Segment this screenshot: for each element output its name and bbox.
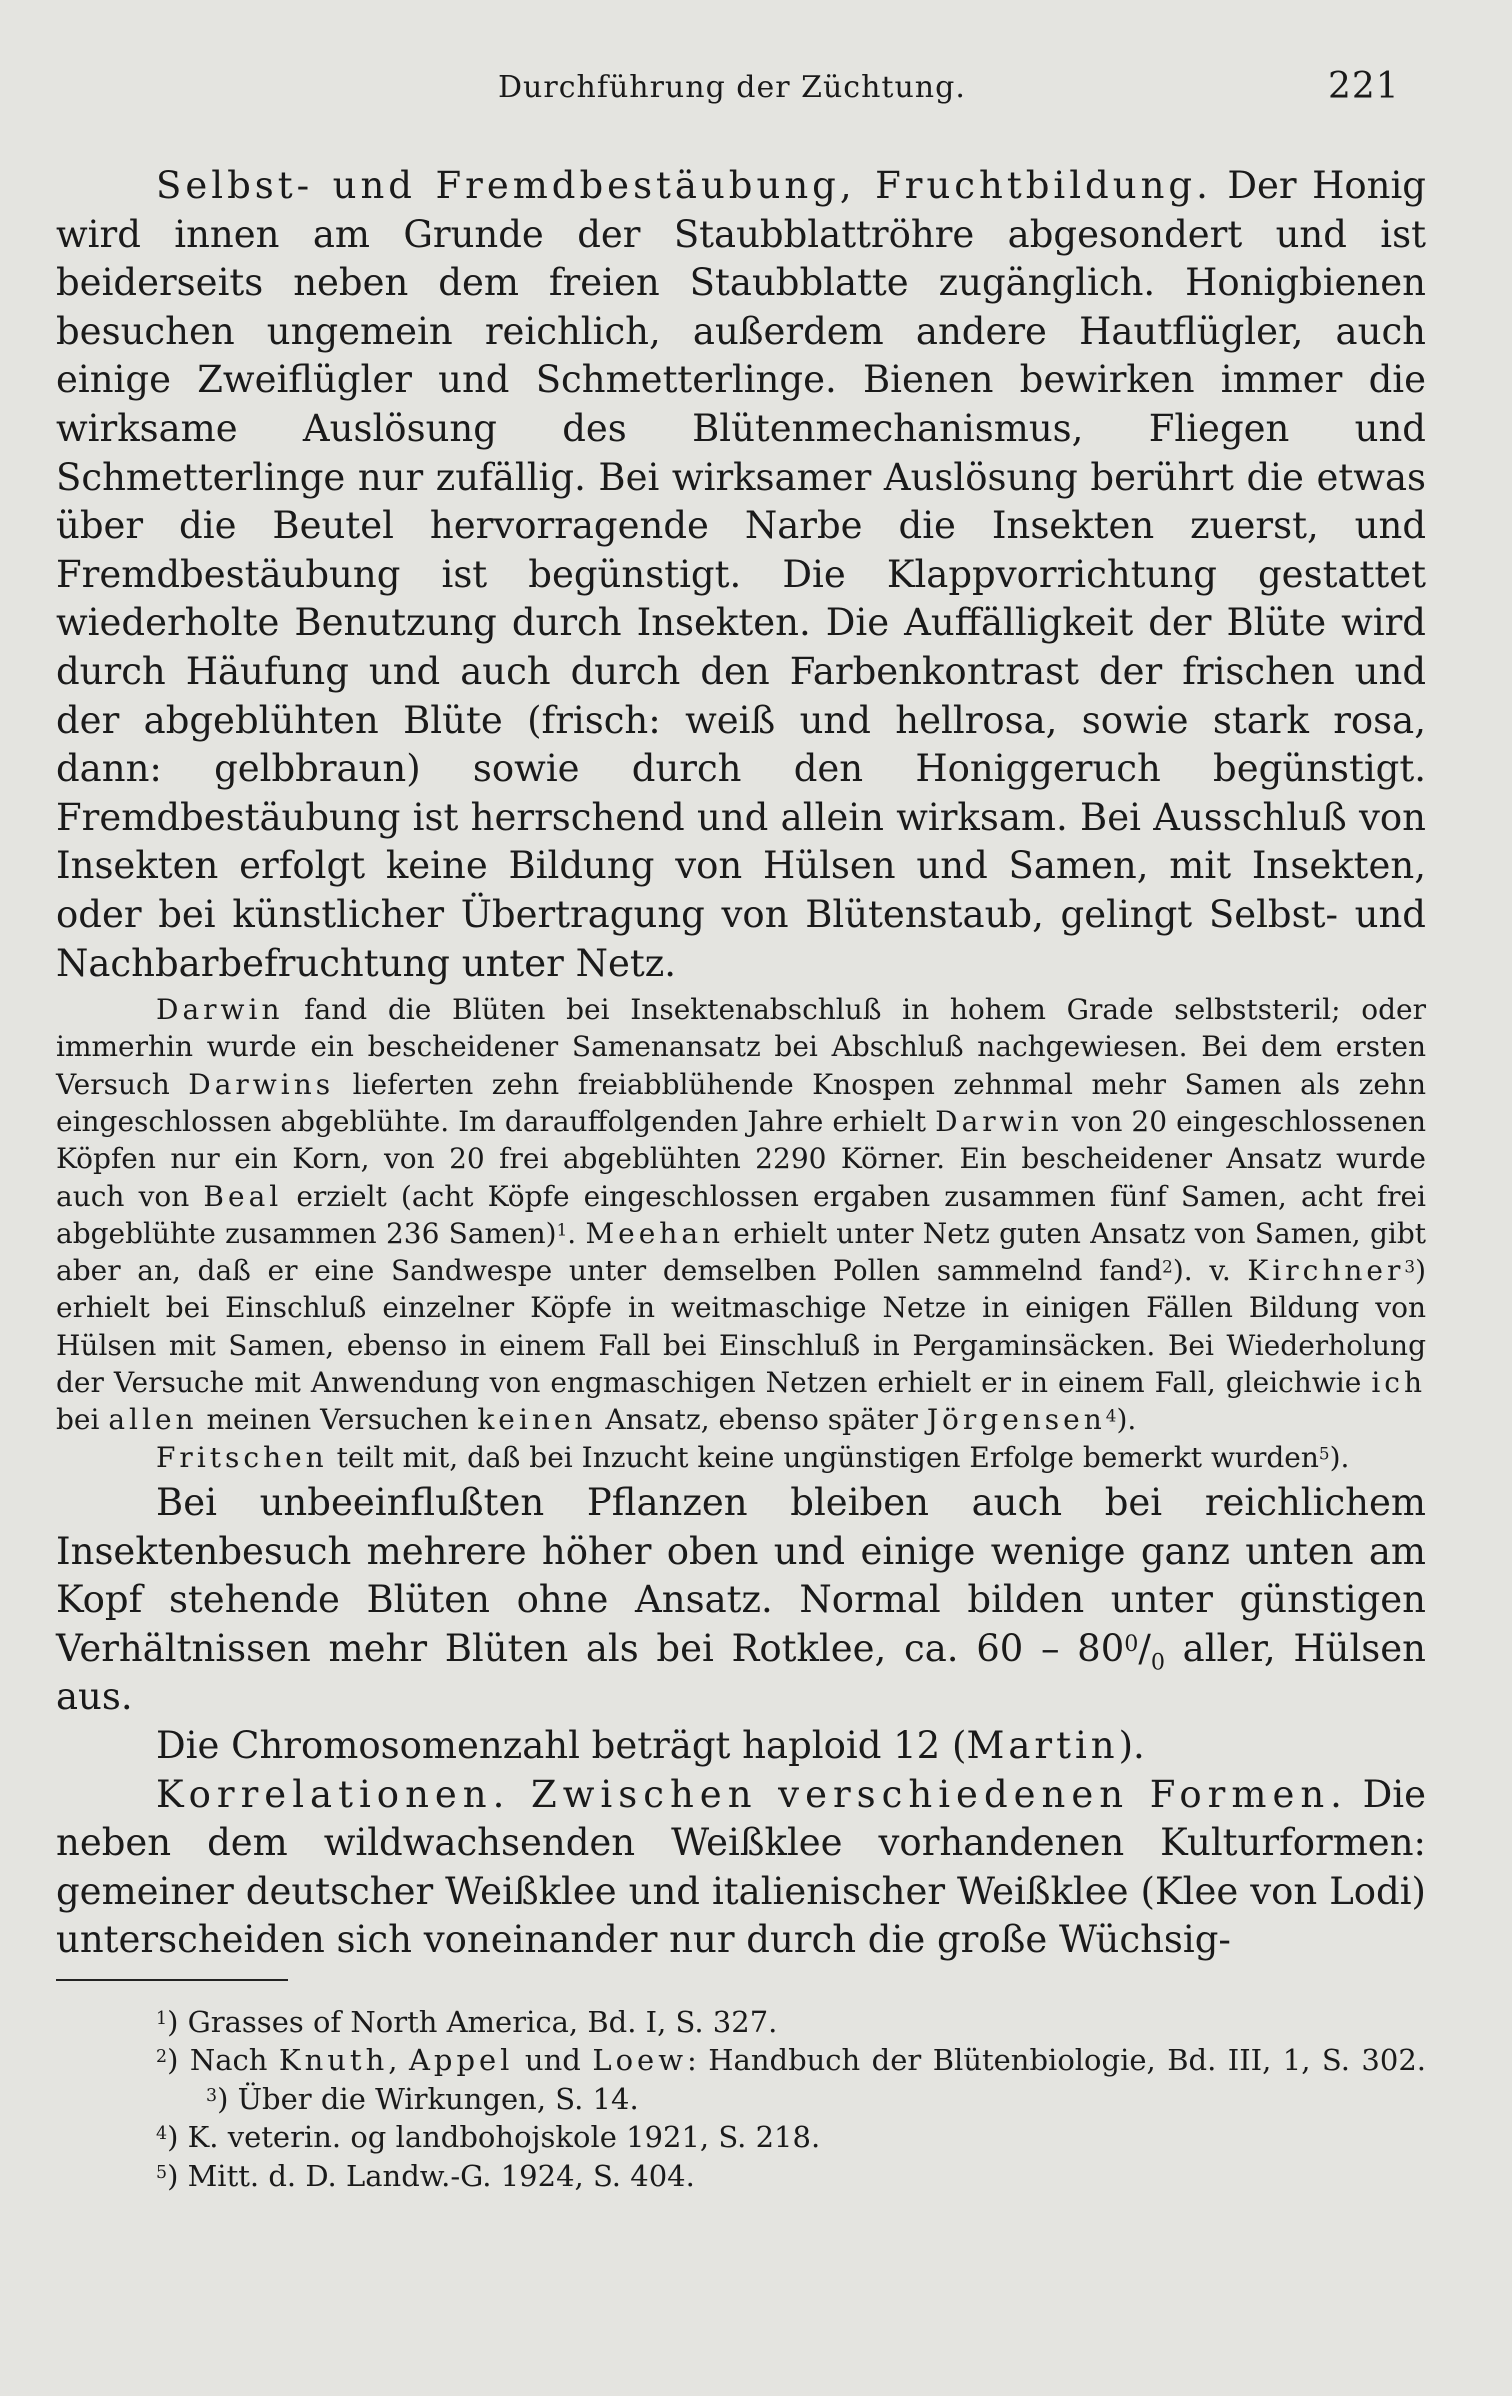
- footnote-ref: 2: [1162, 1256, 1173, 1277]
- paragraph-correlations: Korrelationen. Zwischen verschiedenen Formen. Die neben dem wildwachsenden Weißklee vorhandenen Kulturformen: gemeiner deutscher Weißklee und italienischer Weißklee (Klee von Lodi) unterscheiden sich voneinander nur durch die große Wüchsig-: [56, 1772, 1426, 1962]
- footnote-divider: [56, 1979, 288, 1981]
- footnote-5: $^5$) Mitt. d. D. Landw.-G. 1924, S. 404.: [156, 2158, 695, 2193]
- author-name: Kirchner: [1247, 1254, 1405, 1288]
- footnote-ref: 5: [1318, 1443, 1330, 1464]
- running-header: [0, 62, 1512, 114]
- paragraph-pollination: [56, 162, 1426, 988]
- author-name: Fritschen: [156, 1440, 328, 1474]
- emphasis: allen: [108, 1403, 198, 1437]
- section-heading-pollination: Selbst- und Fremdbestäubung, Fruchtbildung.: [156, 164, 1212, 207]
- author-name: Darwins: [188, 1067, 335, 1101]
- author-name: Beal: [203, 1179, 283, 1213]
- author-name: Darwin: [935, 1104, 1063, 1138]
- small-paragraph-experiments: Darwin fand die Blüten bei Insektenabschluß in hohem Grade selbststeril; oder immerhin wurde ein bescheidener Samenansatz bei Abschluß nachgewiesen. Bei dem ersten Versuch Darwins lieferten zehn freiabblühende Knospen zehnmal mehr Samen als zehn eingeschlossen abgeblühte. Im darauffolgenden Jahre erhielt Darwin von 20 eingeschlossenen Köpfen nur ein Korn, von 20 frei abgeblühten 2290 Körner. Ein bescheidener Ansatz wurde auch von Beal erzielt (acht Köpfe eingeschlossen ergaben zusammen fünf Samen, acht frei abgeblühte zusammen 236 Samen)$^1$. Meehan erhielt unter Netz guten Ansatz von Samen, gibt aber an, daß er eine Sandwespe unter demselben Pollen sammelnd fand$^2$). v. Kirchner$^3$) erhielt bei Einschluß einzelner Köpfe in weitmaschige Netze in einigen Fällen Bildung von Hülsen mit Samen, ebenso in einem Fall bei Einschluß in Pergaminsäcken. Bei Wiederholung der Versuche mit Anwendung von engmaschigen Netzen erhielt er in einem Fall, gleichwie ich bei allen meinen Versuchen keinen Ansatz, ebenso später Jörgensen$^4$).: [56, 993, 1427, 1437]
- small-paragraph-fritschen: Fritschen teilt mit, daß bei Inzucht keine ungünstigen Erfolge bemerkt wurden$^5$).: [156, 1440, 1350, 1474]
- author-name: Jörgensen: [926, 1403, 1106, 1437]
- footnote-ref: 3: [1404, 1256, 1416, 1277]
- page-number: 221: [1328, 66, 1400, 107]
- author-name: Darwin: [156, 993, 284, 1027]
- paragraph-text: Der Honig wird innen am Grunde der Staubblattröhre abgesondert und ist beiderseits neben dem freien Staubblatte zugänglich. Honigbienen besuchen ungemein reichlich, außerdem andere Hautflügler, auch einige Zweiflügler und Schmetterlinge. Bienen bewirken immer die wirksame Auslösung des Blütenmechanismus, Fliegen und Schmetterlinge nur zufällig. Bei wirksamer Auslösung berührt die etwas über die Beutel hervorragende Narbe die Insekten zuerst, und Fremdbestäubung ist begünstigt. Die Klappvorrichtung gestattet wiederholte Benutzung durch Insekten. Die Auffälligkeit der Blüte wird durch Häufung und auch durch den Farbenkontrast der frischen und der abgeblühten Blüte (frisch: weiß und hellrosa, sowie stark rosa, dann: gelbbraun) sowie durch den Honiggeruch begünstigt. Fremdbestäubung ist herrschend und allein wirksam. Bei Ausschluß von Insekten erfolgt keine Bildung von Hülsen und Samen, mit Insekten, oder bei künstlicher Übertragung von Blütenstaub, gelingt Selbst- und Nachbarbefruchtung unter Netz.: [56, 164, 1426, 985]
- emphasis: keinen: [477, 1403, 597, 1437]
- running-title: Durchführung der Züchtung.: [498, 70, 966, 105]
- author-name: Meehan: [585, 1216, 725, 1250]
- footnote-ref: 1: [556, 1219, 568, 1240]
- emphasis: ich: [1371, 1366, 1426, 1400]
- footnote-2-3: $^2$) Nach Knuth, Appel und Loew: Handbuch der Blütenbiologie, Bd. III, 1, S. 302.$^3$) Über die Wirkungen, S. 14.: [156, 2043, 1427, 2116]
- author-name: Martin: [966, 1723, 1119, 1767]
- footnote-ref: 4: [1105, 1405, 1117, 1426]
- footnote-1: $^1$) Grasses of North America, Bd. I, S. 327.: [156, 2004, 778, 2039]
- paragraph-seed-set: Bei unbeeinflußten Pflanzen bleiben auch bei reichlichem Insektenbesuch mehrere höher oben und einige wenige ganz unten am Kopf stehende Blüten ohne Ansatz. Normal bilden unter günstigen Verhältnissen mehr Blüten als bei Rotklee, ca. $60 - 80^0/_0$ aller, Hülsen aus.: [56, 1480, 1426, 1719]
- paragraph-chromosomes: Die Chromosomenzahl beträgt haploid 12 (Martin).: [156, 1723, 1145, 1767]
- section-heading-correlations: Korrelationen. Zwischen verschiedenen Formen.: [156, 1772, 1348, 1816]
- page-body: [56, 162, 1426, 2195]
- footnote-4: $^4$) K. veterin. og landbohojskole 1921, S. 218.: [156, 2120, 821, 2155]
- footnotes: [56, 2003, 1426, 2196]
